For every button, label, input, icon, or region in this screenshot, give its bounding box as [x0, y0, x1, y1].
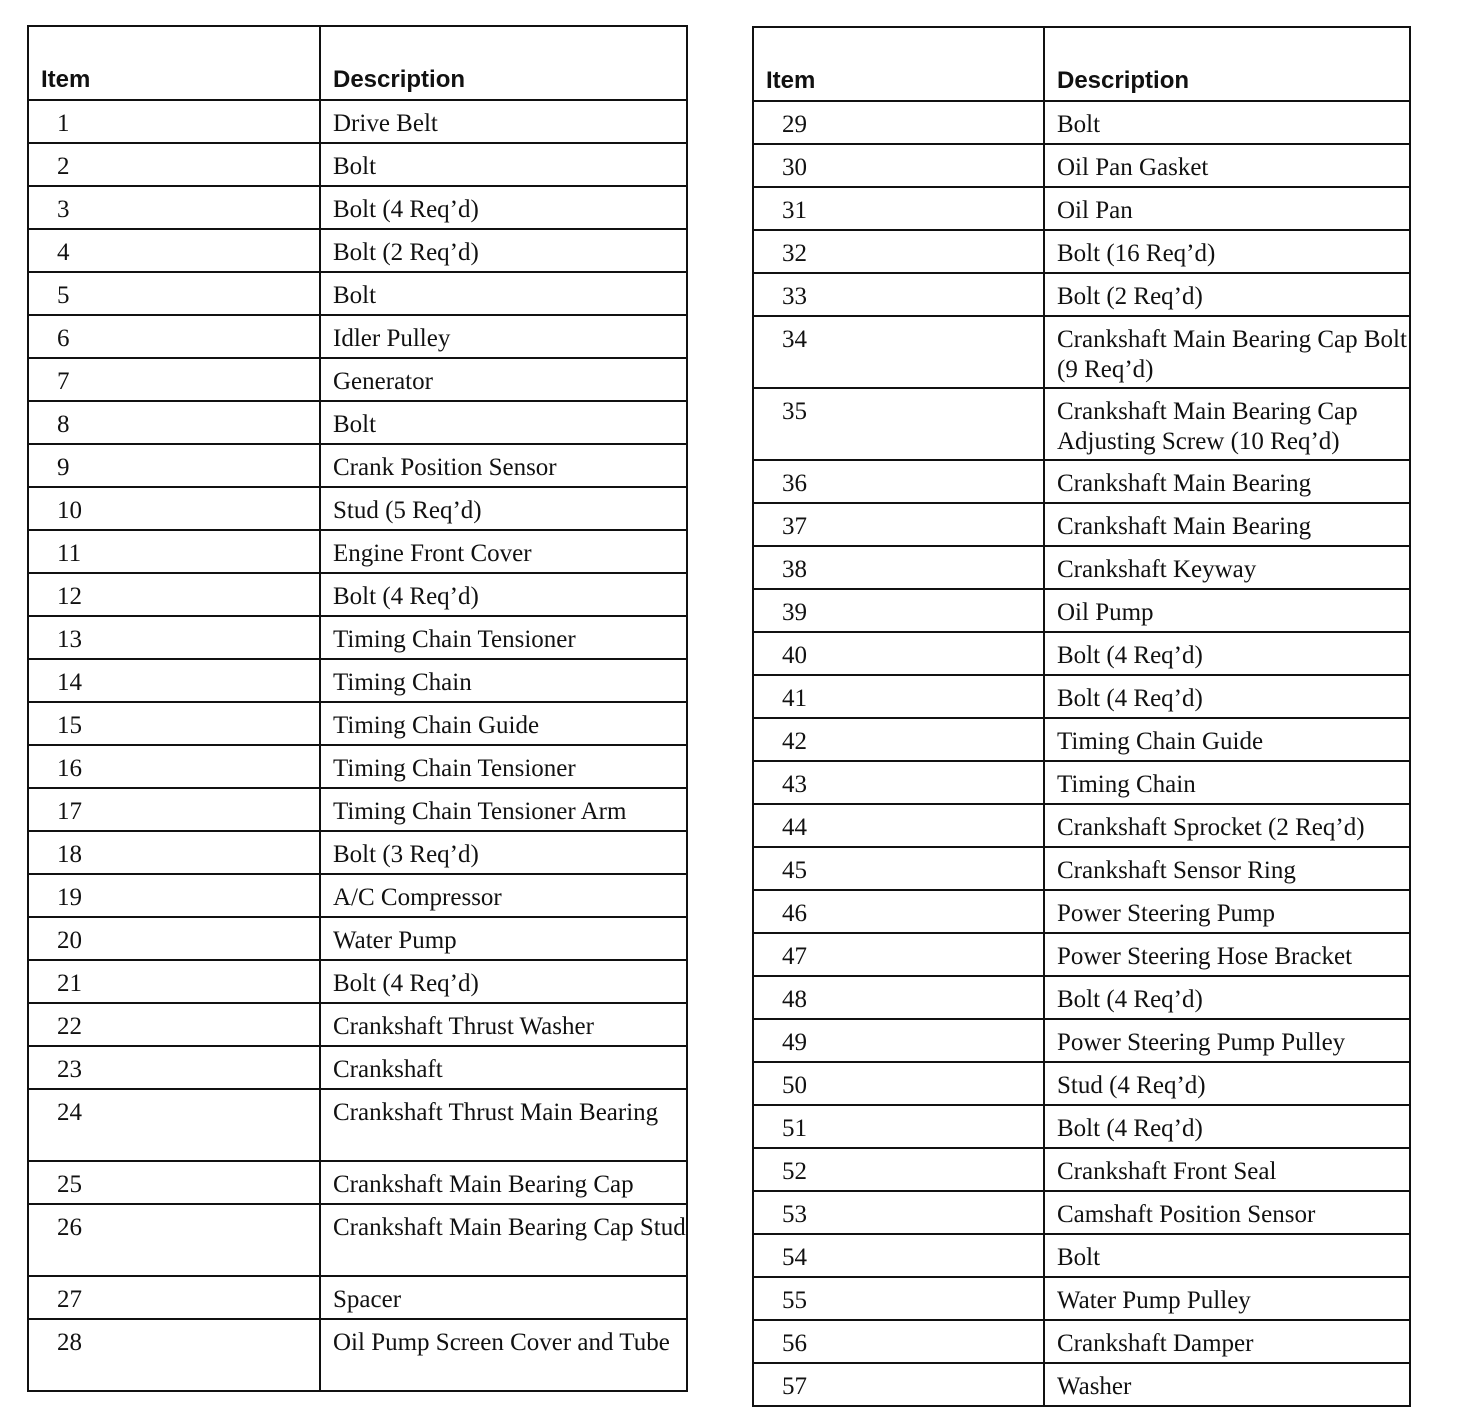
item-description: Idler Pulley — [320, 315, 687, 358]
table-row — [28, 1046, 687, 1089]
table-row — [28, 616, 687, 659]
item-description: Bolt (4 Req’d) — [1044, 632, 1410, 675]
item-number: 43 — [753, 761, 1044, 804]
description-column-header: Description — [320, 26, 687, 100]
item-number: 12 — [28, 573, 320, 616]
item-number: 51 — [753, 1105, 1044, 1148]
table-row — [28, 487, 687, 530]
item-number: 40 — [753, 632, 1044, 675]
table-row — [753, 546, 1410, 589]
table-row — [753, 761, 1410, 804]
item-description: Bolt (4 Req’d) — [320, 573, 687, 616]
table-row — [753, 1191, 1410, 1234]
item-number: 16 — [28, 745, 320, 788]
item-number: 37 — [753, 503, 1044, 546]
item-description: Stud (4 Req’d) — [1044, 1062, 1410, 1105]
table-row — [28, 831, 687, 874]
item-number: 32 — [753, 230, 1044, 273]
table-row — [28, 444, 687, 487]
item-description: Bolt (2 Req’d) — [320, 229, 687, 272]
item-description: Timing Chain Guide — [1044, 718, 1410, 761]
item-description: Crankshaft Main Bearing — [1044, 460, 1410, 503]
item-number: 8 — [28, 401, 320, 444]
parts-list — [28, 100, 687, 1391]
table-row — [28, 1319, 687, 1391]
item-description: Bolt (4 Req’d) — [1044, 976, 1410, 1019]
table-row — [28, 1003, 687, 1046]
table-row — [28, 143, 687, 186]
table-row — [753, 675, 1410, 718]
item-description: Drive Belt — [320, 100, 687, 143]
item-number: 4 — [28, 229, 320, 272]
table-row — [753, 503, 1410, 546]
table-row — [28, 917, 687, 960]
table-row — [753, 460, 1410, 503]
item-description: Water Pump — [320, 917, 687, 960]
item-number: 2 — [28, 143, 320, 186]
item-description: Washer — [1044, 1363, 1410, 1406]
item-number: 36 — [753, 460, 1044, 503]
table-row — [28, 659, 687, 702]
item-number: 6 — [28, 315, 320, 358]
item-number: 24 — [28, 1089, 320, 1161]
item-description: Power Steering Pump — [1044, 890, 1410, 933]
table-row — [28, 874, 687, 917]
item-number: 45 — [753, 847, 1044, 890]
item-description: Power Steering Pump Pulley — [1044, 1019, 1410, 1062]
item-number: 10 — [28, 487, 320, 530]
item-description: Bolt — [1044, 101, 1410, 144]
item-description: Crankshaft Main Bearing — [1044, 503, 1410, 546]
item-number: 55 — [753, 1277, 1044, 1320]
table-row — [28, 1204, 687, 1276]
item-number: 19 — [28, 874, 320, 917]
item-description: Generator — [320, 358, 687, 401]
item-description: Bolt (3 Req’d) — [320, 831, 687, 874]
table-row — [753, 230, 1410, 273]
item-description: Oil Pan Gasket — [1044, 144, 1410, 187]
table-row — [753, 1105, 1410, 1148]
table-header-row — [28, 26, 687, 100]
item-number: 13 — [28, 616, 320, 659]
item-number: 14 — [28, 659, 320, 702]
item-number: 21 — [28, 960, 320, 1003]
table-row — [28, 1276, 687, 1319]
table-row — [753, 273, 1410, 316]
item-description: Bolt (4 Req’d) — [320, 960, 687, 1003]
table-row — [28, 100, 687, 143]
table-row — [753, 1019, 1410, 1062]
table-row — [753, 1320, 1410, 1363]
table-row — [28, 1089, 687, 1161]
table-row — [753, 144, 1410, 187]
table-row — [28, 186, 687, 229]
parts-table-right — [752, 26, 1411, 1407]
item-number: 31 — [753, 187, 1044, 230]
item-description: Bolt — [320, 272, 687, 315]
table-row — [753, 187, 1410, 230]
item-description: Bolt — [320, 401, 687, 444]
item-number: 28 — [28, 1319, 320, 1391]
item-description: Timing Chain Tensioner — [320, 745, 687, 788]
item-number: 49 — [753, 1019, 1044, 1062]
table-row — [28, 229, 687, 272]
item-description: Crankshaft Sprocket (2 Req’d) — [1044, 804, 1410, 847]
item-number: 52 — [753, 1148, 1044, 1191]
item-number: 22 — [28, 1003, 320, 1046]
item-number: 7 — [28, 358, 320, 401]
item-description: Bolt — [320, 143, 687, 186]
item-description: A/C Compressor — [320, 874, 687, 917]
item-number: 54 — [753, 1234, 1044, 1277]
item-description: Crankshaft Damper — [1044, 1320, 1410, 1363]
table-row — [753, 1062, 1410, 1105]
item-number: 15 — [28, 702, 320, 745]
item-description: Bolt (2 Req’d) — [1044, 273, 1410, 316]
item-description: Crankshaft Main Bearing Cap Stud — [320, 1204, 687, 1276]
table-row — [28, 272, 687, 315]
item-description: Crankshaft Main Bearing Cap Bolt (9 Req’d) — [1044, 316, 1410, 388]
table-row — [28, 745, 687, 788]
item-number: 29 — [753, 101, 1044, 144]
table-row — [753, 804, 1410, 847]
description-column-header: Description — [1044, 27, 1410, 101]
item-description: Crankshaft Keyway — [1044, 546, 1410, 589]
item-column-header: Item — [753, 27, 1044, 101]
item-number: 53 — [753, 1191, 1044, 1234]
item-description: Bolt (4 Req’d) — [1044, 1105, 1410, 1148]
table-row — [28, 702, 687, 745]
item-number: 27 — [28, 1276, 320, 1319]
item-number: 50 — [753, 1062, 1044, 1105]
table-row — [753, 933, 1410, 976]
table-row — [753, 589, 1410, 632]
item-number: 57 — [753, 1363, 1044, 1406]
item-number: 33 — [753, 273, 1044, 316]
table-row — [28, 1161, 687, 1204]
table-row — [753, 316, 1410, 388]
parts-list — [753, 101, 1410, 1406]
item-number: 23 — [28, 1046, 320, 1089]
table-row — [28, 788, 687, 831]
item-number: 39 — [753, 589, 1044, 632]
item-description: Timing Chain — [1044, 761, 1410, 804]
table-row — [753, 632, 1410, 675]
item-description: Bolt — [1044, 1234, 1410, 1277]
item-description: Crankshaft Thrust Washer — [320, 1003, 687, 1046]
table-row — [28, 960, 687, 1003]
item-description: Stud (5 Req’d) — [320, 487, 687, 530]
table-row — [28, 530, 687, 573]
table-row — [753, 718, 1410, 761]
item-description: Oil Pan — [1044, 187, 1410, 230]
item-number: 26 — [28, 1204, 320, 1276]
table-row — [28, 315, 687, 358]
item-description: Bolt (16 Req’d) — [1044, 230, 1410, 273]
item-description: Power Steering Hose Bracket — [1044, 933, 1410, 976]
item-number: 44 — [753, 804, 1044, 847]
item-description: Crankshaft Sensor Ring — [1044, 847, 1410, 890]
table-row — [28, 573, 687, 616]
item-description: Crankshaft Main Bearing Cap — [320, 1161, 687, 1204]
item-number: 42 — [753, 718, 1044, 761]
item-number: 46 — [753, 890, 1044, 933]
table-row — [753, 388, 1410, 460]
item-number: 56 — [753, 1320, 1044, 1363]
item-description: Timing Chain Guide — [320, 702, 687, 745]
item-description: Bolt (4 Req’d) — [1044, 675, 1410, 718]
item-number: 3 — [28, 186, 320, 229]
item-description: Crankshaft Main Bearing Cap Adjusting Screw (10 Req’d) — [1044, 388, 1410, 460]
table-row — [753, 1277, 1410, 1320]
table-row — [753, 1234, 1410, 1277]
item-number: 48 — [753, 976, 1044, 1019]
item-column-header: Item — [28, 26, 320, 100]
item-description: Bolt (4 Req’d) — [320, 186, 687, 229]
item-number: 38 — [753, 546, 1044, 589]
item-description: Crankshaft Thrust Main Bearing — [320, 1089, 687, 1161]
item-description: Oil Pump — [1044, 589, 1410, 632]
item-number: 1 — [28, 100, 320, 143]
item-description: Timing Chain Tensioner Arm — [320, 788, 687, 831]
item-number: 35 — [753, 388, 1044, 460]
item-number: 11 — [28, 530, 320, 573]
item-number: 18 — [28, 831, 320, 874]
table-row — [753, 847, 1410, 890]
item-number: 9 — [28, 444, 320, 487]
item-description: Camshaft Position Sensor — [1044, 1191, 1410, 1234]
item-number: 41 — [753, 675, 1044, 718]
item-number: 47 — [753, 933, 1044, 976]
item-description: Crankshaft Front Seal — [1044, 1148, 1410, 1191]
table-row — [753, 1363, 1410, 1406]
item-number: 34 — [753, 316, 1044, 388]
table-row — [753, 101, 1410, 144]
item-description: Timing Chain Tensioner — [320, 616, 687, 659]
table-row — [753, 890, 1410, 933]
item-description: Oil Pump Screen Cover and Tube — [320, 1319, 687, 1391]
item-description: Spacer — [320, 1276, 687, 1319]
table-row — [28, 358, 687, 401]
item-description: Engine Front Cover — [320, 530, 687, 573]
item-number: 25 — [28, 1161, 320, 1204]
item-description: Crankshaft — [320, 1046, 687, 1089]
item-number: 20 — [28, 917, 320, 960]
item-number: 30 — [753, 144, 1044, 187]
item-number: 17 — [28, 788, 320, 831]
item-description: Water Pump Pulley — [1044, 1277, 1410, 1320]
item-description: Timing Chain — [320, 659, 687, 702]
table-row — [753, 976, 1410, 1019]
table-header-row — [753, 27, 1410, 101]
item-number: 5 — [28, 272, 320, 315]
table-row — [28, 401, 687, 444]
table-row — [753, 1148, 1410, 1191]
parts-table-left — [27, 25, 688, 1392]
item-description: Crank Position Sensor — [320, 444, 687, 487]
